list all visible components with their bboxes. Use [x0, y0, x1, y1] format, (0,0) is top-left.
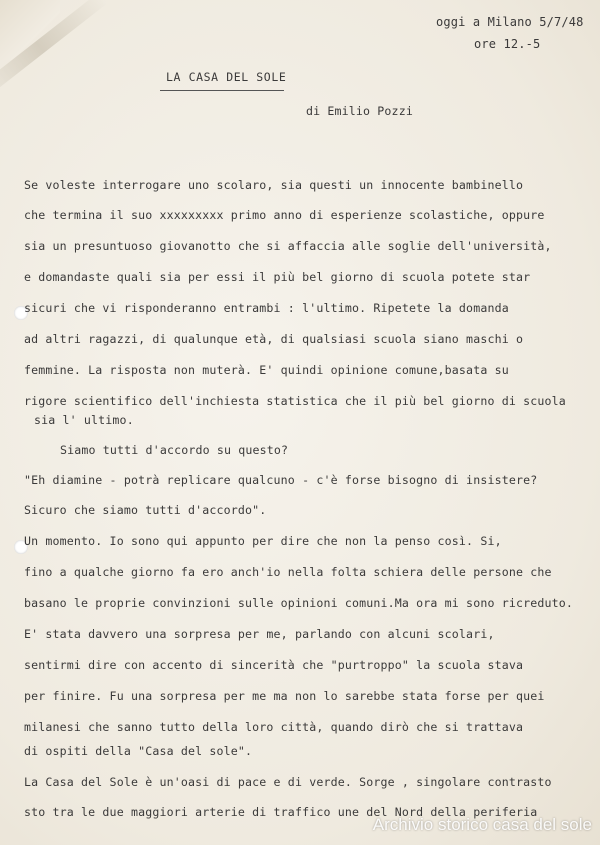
text-line: che termina il suo xxxxxxxxx primo anno di esperienze scolastiche, oppure: [24, 208, 545, 222]
archive-watermark: Archivio storico casa del sole: [372, 815, 592, 834]
text-line: sto tra le due maggiori arterie di traffico une del Nord della periferia: [24, 805, 538, 819]
text-line: rigore scientifico dell'inchiesta statistica che il più bel giorno di scuola: [24, 394, 566, 408]
time-stamp: ore 12.-5: [474, 37, 541, 51]
author-line: di Emilio Pozzi: [306, 104, 413, 118]
text-line: ad altri ragazzi, di qualunque età, di qualsiasi scuola siano maschi o: [24, 332, 524, 346]
text-line: sia un presuntuoso giovanotto che si affaccia alle soglie dell'università,: [24, 239, 552, 253]
text-line: sia l' ultimo.: [34, 413, 134, 427]
title-underline: [160, 90, 284, 91]
text-line: basano le proprie convinzioni sulle opinioni comuni.Ma ora mi sono ricreduto.: [24, 596, 574, 610]
text-line: fino a qualche giorno fa ero anch'io nella folta schiera delle persone che: [24, 565, 552, 579]
text-line: e domandaste quali sia per essi il più bel giorno di scuola potete star: [24, 270, 531, 284]
text-line: "Eh diamine - potrà replicare qualcuno - c'è forse bisogno di insistere?: [24, 473, 538, 487]
text-line: sicuri che vi risponderanno entrambi : l'ultimo. Ripetete la domanda: [24, 301, 509, 315]
text-line: La Casa del Sole è un'oasi di pace e di verde. Sorge , singolare contrasto: [24, 775, 552, 789]
text-line: Un momento. Io sono qui appunto per dire che non la penso così. Si,: [24, 534, 502, 548]
document-title: LA CASA DEL SOLE: [166, 70, 287, 84]
text-line: E' stata davvero una sorpresa per me, parlando con alcuni scolari,: [24, 627, 495, 641]
text-line: femmine. La risposta non muterà. E' quindi opinione comune,basata su: [24, 363, 509, 377]
place-date: oggi a Milano 5/7/48: [436, 15, 584, 29]
text-line: Siamo tutti d'accordo su questo?: [60, 443, 289, 457]
text-line: per finire. Fu una sorpresa per me ma non lo sarebbe stata forse per quei: [24, 689, 545, 703]
text-line: Se voleste interrogare uno scolaro, sia questi un innocente bambinello: [24, 178, 524, 192]
text-line: di ospiti della "Casa del sole".: [24, 744, 253, 758]
text-line: Sicuro che siamo tutti d'accordo".: [24, 503, 267, 517]
text-line: milanesi che sanno tutto della loro città, quando dirò che si trattava: [24, 720, 524, 734]
text-line: sentirmi dire con accento di sincerità che "purtroppo" la scuola stava: [24, 658, 524, 672]
